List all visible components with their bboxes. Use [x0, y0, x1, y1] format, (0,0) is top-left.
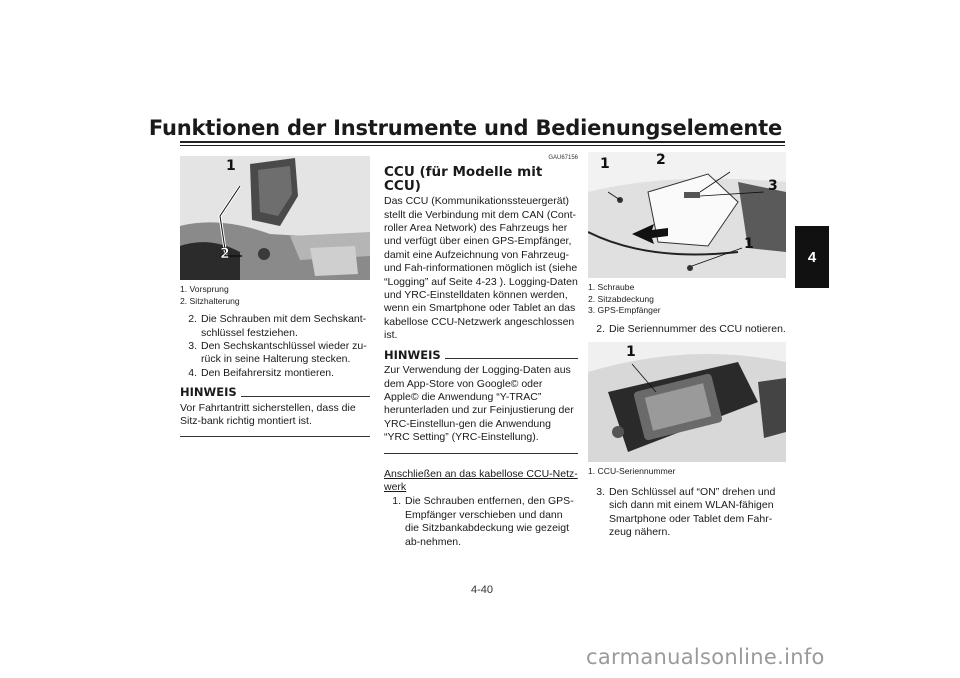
subsection-heading[interactable]: Anschließen an das kabellose CCU-Netz-werk: [384, 467, 578, 493]
step-item: 3. Den Schlüssel auf “ON” drehen und sich dann mit einem WLAN-fähigen Smartphone oder Tablet dem Fahr-zeug nähern.: [596, 485, 776, 538]
step-item: 3. Den Sechskantschlüssel wieder zu-rück in seine Halterung stecken.: [188, 340, 367, 366]
figure-callout: 2: [220, 246, 230, 262]
caption-item: 3. GPS-Empfänger: [588, 305, 661, 316]
note-heading-rule: [445, 358, 578, 359]
caption-item: 1. Schraube: [588, 282, 635, 292]
figure-callout: 2: [656, 152, 666, 168]
seat-holder-illustration: [180, 156, 370, 280]
step-item: 2. Die Seriennummer des CCU notieren.: [596, 322, 786, 335]
section-title: CCU (für Modelle mit CCU): [384, 164, 543, 194]
step-item: 4. Den Beifahrersitz montieren.: [188, 366, 335, 379]
title-rule-thin: [180, 145, 785, 146]
page-number: 4-40: [470, 584, 494, 596]
chapter-tab-label: 4: [807, 248, 817, 266]
caption-item: 2. Sitzhalterung: [180, 295, 240, 306]
step-list: [180, 313, 370, 380]
title-rule: [180, 141, 785, 143]
column-2: [384, 152, 578, 549]
caption-item: 1. CCU-Seriennummer: [588, 466, 676, 477]
figure-callout: 1: [226, 158, 236, 174]
step-list: [588, 323, 786, 336]
caption-item: 1. Vorsprung: [180, 284, 229, 294]
note-heading: HINWEIS: [180, 386, 370, 399]
column-1: [180, 156, 370, 437]
figure-callout: 1: [744, 236, 754, 252]
note-end-rule: [180, 436, 370, 437]
chapter-tab[interactable]: [795, 226, 829, 288]
column-3: [588, 152, 786, 539]
step-item: 2. Die Schrauben mit dem Sechskant-schlüssel festziehen.: [188, 313, 367, 339]
note-text: Zur Verwendung der Logging-Daten aus dem App-Store von Google© oder Apple© die Anwendung “Y-TRAC” herunterladen und zur Feinjustierung der YRC-Einstellun-gen die Anwendung “YRC Setting” (YRC-Einstellung).: [384, 364, 574, 444]
note-heading-rule: [241, 396, 370, 397]
figure-captions: [588, 466, 786, 478]
ccu-unit-illustration: [588, 342, 786, 462]
note-heading: HINWEIS: [384, 349, 578, 362]
doc-code: GAU67156: [548, 155, 578, 161]
step-item: 1. Die Schrauben entfernen, den GPS-Empfänger verschieben und dann die Sitzbankabdeckung wie gezeigt ab-nehmen.: [392, 495, 574, 548]
watermark: carmanualsonline.info: [586, 645, 825, 669]
figure-captions: [180, 284, 370, 307]
page-title: Funktionen der Instrumente und Bedienungselemente: [148, 116, 782, 140]
seat-cover-photo: [588, 152, 786, 278]
figure-callout: 1: [626, 344, 636, 361]
intro-paragraph: Das CCU (Kommunikationssteuergerät) stellt die Verbindung mit dem CAN (Cont-roller Area Network) des Fahrzeugs her und verfügt über einen GPS-Empfänger, damit eine Aufzeichnung von Fahrzeug- und Fah-rinformationen möglich ist (siehe “Logging” auf Seite 4-23 ). Logging-Daten und YRC-Einstelldaten können werden, wenn ein Smartphone oder Tablet an das kabellose CCU-Netzwerk angeschlossen ist.: [384, 195, 578, 342]
caption-item: 2. Sitzabdeckung: [588, 293, 654, 304]
seat-holder-photo: [180, 156, 370, 280]
figure-captions: [588, 282, 786, 317]
ccu-serial-photo: [588, 342, 786, 462]
seat-cover-illustration: [588, 152, 786, 278]
note-end-rule: [384, 453, 578, 454]
step-list: [588, 486, 786, 540]
figure-callout: 1: [600, 156, 610, 172]
step-list: [384, 495, 578, 549]
figure-callout: 3: [768, 178, 778, 194]
note-text: Vor Fahrtantritt sicherstellen, dass die Sitz-bank richtig montiert ist.: [180, 401, 356, 428]
